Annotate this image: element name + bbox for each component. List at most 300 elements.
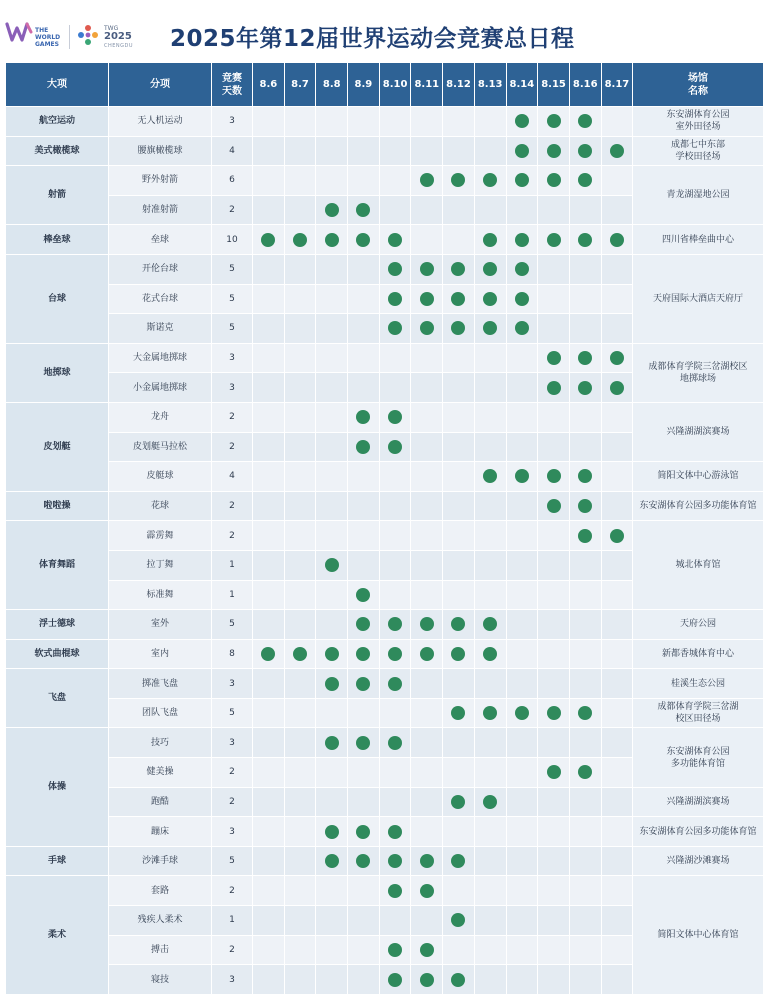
date-cell [379,402,411,432]
table-row [6,462,764,492]
date-cell [601,462,633,492]
date-cell [348,314,380,344]
date-cell [538,402,570,432]
date-cell [253,343,285,373]
date-cell [348,343,380,373]
date-cell [379,935,411,965]
table-row [6,402,764,432]
days-cell: 8 [212,639,253,669]
date-cell [538,550,570,580]
date-cell [474,669,506,699]
date-cell [506,610,538,640]
competition-day-dot-icon [578,144,592,158]
col-header-date: 8.7 [284,63,316,107]
date-cell [601,639,633,669]
days-cell: 2 [212,758,253,788]
date-cell [379,876,411,906]
competition-day-dot-icon [356,647,370,661]
logo-twg-text: TWG [104,25,119,32]
date-cell [474,432,506,462]
date-cell [411,314,443,344]
date-cell [538,314,570,344]
date-cell [379,639,411,669]
date-cell [379,225,411,255]
date-cell [569,432,601,462]
competition-day-dot-icon [261,647,275,661]
date-cell [474,166,506,196]
date-cell [569,580,601,610]
date-cell [284,965,316,995]
competition-day-dot-icon [451,913,465,927]
venue-cell [633,491,764,521]
date-cell [253,550,285,580]
competition-day-dot-icon [578,765,592,779]
date-cell [474,965,506,995]
competition-day-dot-icon [388,292,402,306]
date-cell [506,846,538,876]
date-cell [316,166,348,196]
date-cell [506,195,538,225]
date-cell [569,728,601,758]
date-cell [569,284,601,314]
date-cell [379,462,411,492]
date-cell [253,758,285,788]
date-cell [316,817,348,847]
date-cell [411,639,443,669]
venue-cell [633,846,764,876]
competition-day-dot-icon [483,233,497,247]
competition-day-dot-icon [420,321,434,335]
competition-day-dot-icon [420,292,434,306]
date-cell [316,728,348,758]
competition-day-dot-icon [547,144,561,158]
venue-line: 成都七中东部 [671,139,726,150]
date-cell [538,906,570,936]
event-cell: 套路 [109,876,212,906]
date-cell [506,758,538,788]
competition-day-dot-icon [451,854,465,868]
date-cell [284,610,316,640]
date-cell [506,107,538,137]
col-header-date: 8.17 [601,63,633,107]
days-cell: 2 [212,521,253,551]
category-cell: 台球 [6,254,109,343]
date-cell [284,402,316,432]
days-cell: 1 [212,550,253,580]
date-cell [506,166,538,196]
date-cell [474,610,506,640]
competition-day-dot-icon [356,588,370,602]
date-cell [253,491,285,521]
date-cell [506,698,538,728]
competition-day-dot-icon [388,884,402,898]
logo-year-text: 2025 [104,31,132,42]
venue-line: 东安湖体育公园 [666,110,730,121]
date-cell [443,817,475,847]
category-cell: 浮士德球 [6,610,109,640]
col-header-event: 分项 [109,63,212,107]
competition-day-dot-icon [547,706,561,720]
date-cell [316,254,348,284]
date-cell [379,521,411,551]
days-cell: 2 [212,787,253,817]
date-cell [316,343,348,373]
days-cell: 5 [212,284,253,314]
competition-day-dot-icon [515,262,529,276]
competition-day-dot-icon [293,233,307,247]
date-cell [379,373,411,403]
date-cell [284,254,316,284]
days-cell: 5 [212,698,253,728]
date-cell [379,550,411,580]
date-cell [284,550,316,580]
competition-day-dot-icon [388,440,402,454]
date-cell [569,639,601,669]
venue-cell [633,787,764,817]
date-cell [506,343,538,373]
date-cell [506,225,538,255]
date-cell [443,254,475,284]
date-cell [253,284,285,314]
competition-day-dot-icon [610,381,624,395]
date-cell [316,195,348,225]
date-cell [379,107,411,137]
competition-day-dot-icon [451,292,465,306]
date-cell [253,195,285,225]
days-cell: 4 [212,462,253,492]
category-cell: 体育舞蹈 [6,521,109,610]
date-cell [443,669,475,699]
date-cell [348,521,380,551]
date-cell [284,787,316,817]
competition-day-dot-icon [483,262,497,276]
days-cell: 2 [212,402,253,432]
competition-day-dot-icon [356,736,370,750]
competition-day-dot-icon [388,943,402,957]
date-cell [284,225,316,255]
date-cell [284,639,316,669]
date-cell [506,906,538,936]
date-cell [569,107,601,137]
competition-day-dot-icon [293,647,307,661]
date-cell [506,550,538,580]
competition-day-dot-icon [420,973,434,987]
date-cell [253,698,285,728]
category-cell: 飞盘 [6,669,109,728]
date-cell [569,669,601,699]
venue-line: 新都香城体育中心 [662,648,735,659]
date-cell [316,876,348,906]
date-cell [443,314,475,344]
date-cell [569,254,601,284]
venue-line: 桂溪生态公园 [671,678,726,689]
date-cell [538,758,570,788]
date-cell [443,906,475,936]
date-cell [601,787,633,817]
competition-day-dot-icon [388,647,402,661]
date-cell [316,580,348,610]
date-cell [443,758,475,788]
date-cell [316,284,348,314]
date-cell [348,669,380,699]
date-cell [474,817,506,847]
days-cell: 5 [212,314,253,344]
venue-line: 四川省棒垒曲中心 [662,234,735,245]
date-cell [601,876,633,906]
date-cell [348,254,380,284]
date-cell [379,491,411,521]
event-cell: 大金属地掷球 [109,343,212,373]
competition-day-dot-icon [325,677,339,691]
event-cell: 寝技 [109,965,212,995]
event-cell: 残疾人柔术 [109,906,212,936]
col-header-days: 竞赛 天数 [212,63,253,107]
competition-day-dot-icon [451,647,465,661]
col-header-date: 8.14 [506,63,538,107]
date-cell [379,669,411,699]
date-cell [253,432,285,462]
competition-day-dot-icon [325,854,339,868]
competition-day-dot-icon [325,558,339,572]
competition-day-dot-icon [325,825,339,839]
date-cell [411,758,443,788]
table-row [6,491,764,521]
date-cell [316,965,348,995]
date-cell [379,343,411,373]
date-cell [348,758,380,788]
date-cell [379,580,411,610]
competition-day-dot-icon [388,262,402,276]
event-cell: 标准舞 [109,580,212,610]
date-cell [474,462,506,492]
date-cell [569,876,601,906]
venue-line: 学校田径场 [675,151,721,162]
competition-day-dot-icon [325,647,339,661]
date-cell [443,373,475,403]
date-cell [506,462,538,492]
date-cell [348,373,380,403]
date-cell [569,314,601,344]
date-cell [538,639,570,669]
page-title: 2025年第12届世界运动会竞赛总日程 [170,26,575,52]
date-cell [443,166,475,196]
date-cell [474,906,506,936]
date-cell [411,373,443,403]
event-cell: 花球 [109,491,212,521]
date-cell [474,639,506,669]
competition-day-dot-icon [547,351,561,365]
date-cell [253,225,285,255]
date-cell [601,343,633,373]
date-cell [474,136,506,166]
date-cell [538,491,570,521]
date-cell [474,225,506,255]
date-cell [474,728,506,758]
date-cell [474,846,506,876]
col-header-category: 大项 [6,63,109,107]
competition-day-dot-icon [388,410,402,424]
date-cell [253,373,285,403]
competition-day-dot-icon [356,440,370,454]
category-cell: 软式曲棍球 [6,639,109,669]
competition-day-dot-icon [483,292,497,306]
competition-day-dot-icon [547,173,561,187]
date-cell [601,521,633,551]
date-cell [284,107,316,137]
date-cell [348,639,380,669]
days-cell: 1 [212,580,253,610]
date-cell [506,373,538,403]
venue-cell [633,343,764,402]
date-cell [316,639,348,669]
date-cell [316,521,348,551]
date-cell [474,402,506,432]
date-cell [443,491,475,521]
date-cell [474,491,506,521]
date-cell [506,787,538,817]
event-cell: 室外 [109,610,212,640]
date-cell [506,314,538,344]
date-cell [316,935,348,965]
date-cell [348,195,380,225]
table-row [6,521,764,551]
table-row [6,698,764,728]
date-cell [253,906,285,936]
date-cell [348,166,380,196]
date-cell [284,846,316,876]
date-cell [379,965,411,995]
date-cell [601,432,633,462]
date-cell [443,580,475,610]
date-cell [411,698,443,728]
date-cell [569,787,601,817]
venue-line: 东安湖体育公园 [666,746,730,757]
date-cell [348,225,380,255]
header-row [6,63,764,107]
date-cell [411,935,443,965]
page-header [0,0,768,62]
event-cell: 技巧 [109,728,212,758]
date-cell [443,787,475,817]
date-cell [443,284,475,314]
competition-day-dot-icon [483,706,497,720]
date-cell [379,698,411,728]
date-cell [411,876,443,906]
date-cell [411,432,443,462]
date-cell [284,758,316,788]
competition-day-dot-icon [356,854,370,868]
venue-line: 室外田径场 [675,122,721,133]
date-cell [601,846,633,876]
table-row [6,107,764,137]
date-cell [316,787,348,817]
date-cell [474,284,506,314]
logo-city-text: CHENGDU [104,43,134,49]
competition-day-dot-icon [483,795,497,809]
date-cell [506,935,538,965]
date-cell [506,402,538,432]
venue-cell [633,521,764,610]
table-row [6,254,764,284]
date-cell [316,225,348,255]
category-cell: 射箭 [6,166,109,225]
competition-day-dot-icon [420,884,434,898]
competition-day-dot-icon [610,529,624,543]
date-cell [284,935,316,965]
table-row [6,343,764,373]
date-cell [538,817,570,847]
date-cell [316,906,348,936]
date-cell [284,373,316,403]
date-cell [379,254,411,284]
date-cell [253,402,285,432]
date-cell [474,935,506,965]
date-cell [474,343,506,373]
competition-day-dot-icon [547,499,561,513]
date-cell [411,846,443,876]
date-cell [379,432,411,462]
date-cell [316,698,348,728]
date-cell [253,462,285,492]
event-cell: 团队飞盘 [109,698,212,728]
date-cell [569,965,601,995]
date-cell [316,758,348,788]
date-cell [379,906,411,936]
date-cell [601,728,633,758]
category-cell: 柔术 [6,876,109,994]
days-cell: 5 [212,610,253,640]
date-cell [253,787,285,817]
competition-day-dot-icon [578,706,592,720]
competition-day-dot-icon [420,173,434,187]
competition-day-dot-icon [483,469,497,483]
date-cell [538,195,570,225]
days-cell: 3 [212,107,253,137]
date-cell [538,373,570,403]
date-cell [316,432,348,462]
date-cell [569,550,601,580]
date-cell [538,610,570,640]
date-cell [316,846,348,876]
date-cell [348,906,380,936]
competition-day-dot-icon [547,233,561,247]
date-cell [601,107,633,137]
date-cell [506,254,538,284]
venue-line: 简阳文体中心体育馆 [657,930,739,941]
date-cell [411,610,443,640]
date-cell [474,550,506,580]
date-cell [538,728,570,758]
date-cell [411,107,443,137]
date-cell [348,432,380,462]
date-cell [601,906,633,936]
date-cell [601,491,633,521]
date-cell [348,580,380,610]
category-cell: 美式橄榄球 [6,136,109,166]
category-cell: 地掷球 [6,343,109,402]
date-cell [411,906,443,936]
date-cell [348,462,380,492]
date-cell [411,580,443,610]
world-games-logo-icon [5,22,33,42]
date-cell [601,225,633,255]
col-header-date: 8.8 [316,63,348,107]
competition-day-dot-icon [515,144,529,158]
venue-cell [633,610,764,640]
competition-day-dot-icon [547,381,561,395]
event-cell: 开伦台球 [109,254,212,284]
col-header-venue: 场馆 名称 [633,63,764,107]
